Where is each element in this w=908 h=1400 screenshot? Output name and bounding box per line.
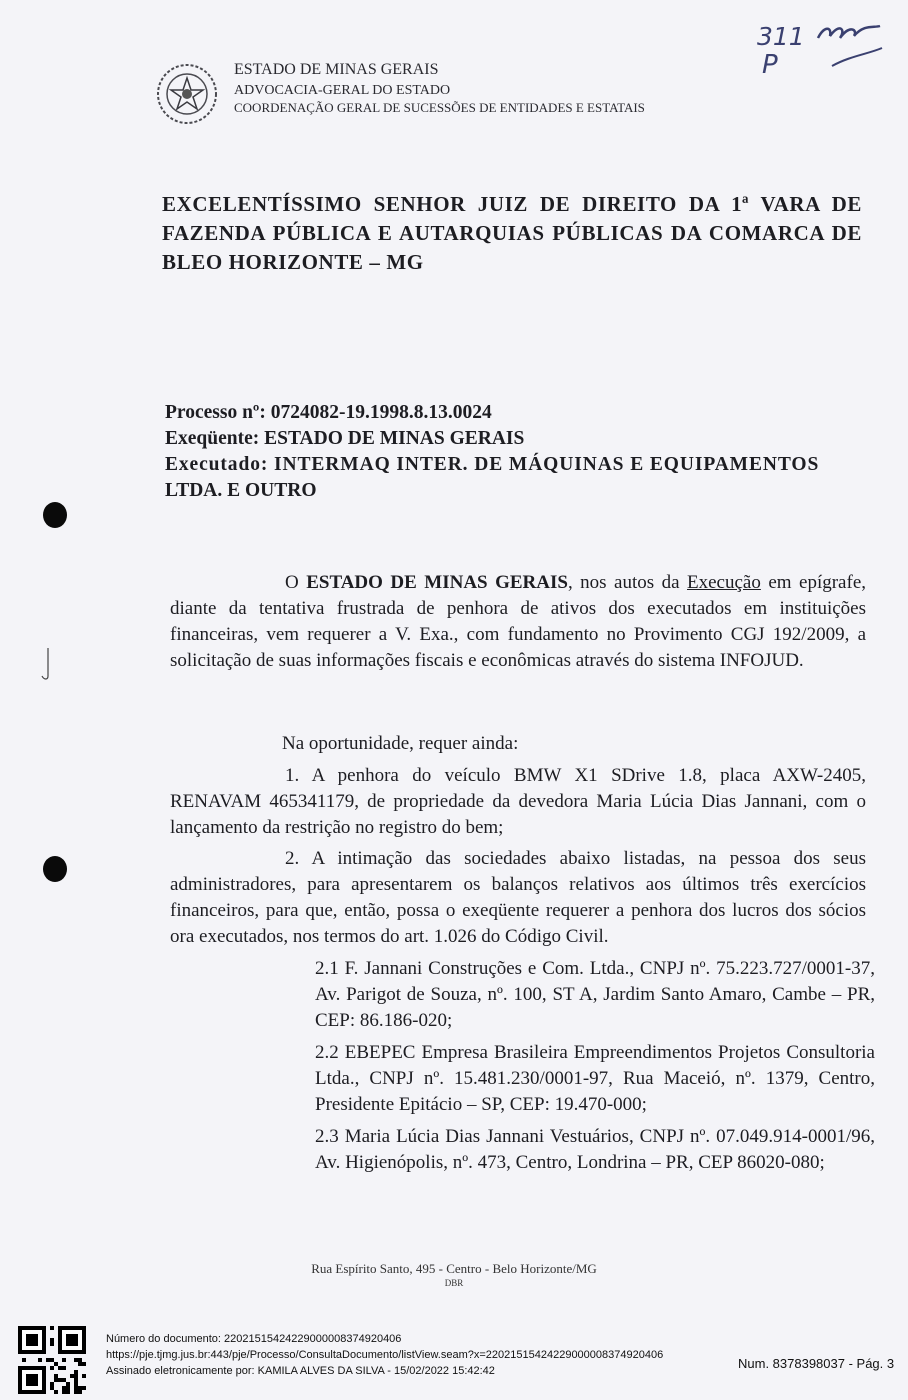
request-item-1: 1. A penhora do veículo BMW X1 SDrive 1.8, placa AXW-2405, RENAVAM 465341179, de propriedade da devedora Maria Lúcia Dias Jannani, com o lançamento da restrição no registro do bem; (170, 765, 866, 838)
footer-address: Rua Espírito Santo, 495 - Centro - Belo Horizonte/MG (311, 1261, 597, 1276)
intro-party: ESTADO DE MINAS GERAIS (306, 572, 568, 593)
doc-number: Número do documento: 22021515424229000008374920406 (106, 1333, 402, 1345)
process-number: Processo nº: 0724082-19.1998.8.13.0024 (165, 402, 492, 423)
exequente: Exeqüente: ESTADO DE MINAS GERAIS (165, 428, 525, 449)
document-addressee: EXCELENTÍSSIMO SENHOR JUIZ DE DIREITO DA 1ª VARA DE FAZENDA PÚBLICA E AUTARQUIAS PÚBLICAS DA COMARCA DE BLEO HORIZONTE – MG (162, 192, 862, 274)
intro-mid: , nos autos da (567, 572, 688, 593)
paragraph-intro (170, 570, 866, 674)
footer-initials: DBR (444, 1278, 464, 1288)
company-2-3: 2.3 Maria Lúcia Dias Jannani Vestuários, CNPJ nº. 07.049.914-0001/96, Av. Higienópolis, nº. 473, Centro, Londrina – PR, CEP 86020-080; (315, 1126, 875, 1173)
company-2-1: 2.1 F. Jannani Construções e Com. Ltda., CNPJ nº. 75.223.727/0001-37, Av. Parigot de Souza, nº. 100, ST A, Jardim Santo Amaro, Cambe – PR, CEP: 86.186-020; (315, 958, 875, 1031)
header-agency: ADVOCACIA-GERAL DO ESTADO (234, 83, 451, 98)
handwritten-page-number: 311 (757, 22, 805, 51)
handwritten-scribble-icon (810, 10, 890, 85)
punch-hole-bottom (43, 856, 67, 882)
signature-line: Assinado eletronicamente por: KAMILA ALVES DA SILVA - 15/02/2022 15:42:42 (106, 1365, 495, 1377)
state-seal-icon (155, 62, 219, 126)
intro-rest: em epígrafe, diante da tentativa frustrada de penhora de ativos dos executados em instituições financeiras, vem requerer a V. Exa., com fundamento no Provimento CGJ 192/2009, a solicitação de suas informações fiscais e econômicas através do sistema INFOJUD. (170, 572, 866, 671)
company-2-2: 2.2 EBEPEC Empresa Brasileira Empreendimentos Projetos Consultoria Ltda., CNPJ nº. 15.481.230/0001-97, Rua Maceió, nº. 1379, Centro, Presidente Epitácio – SP, CEP: 19.470-000; (315, 1042, 875, 1115)
header-coordination: COORDENAÇÃO GERAL DE SUCESSÕES DE ENTIDADES E ESTATAIS (234, 100, 645, 115)
page-reference: Num. 8378398037 - Pág. 3 (738, 1356, 895, 1371)
doc-url[interactable]: https://pje.tjmg.jus.br:443/pje/Processo/ConsultaDocumento/listView.seam?x=22021515424229000008374920406 (106, 1349, 664, 1361)
header-state: ESTADO DE MINAS GERAIS (234, 61, 439, 78)
executado-line1: Executado: INTERMAQ INTER. DE MÁQUINAS E EQUIPAMENTOS (165, 454, 820, 475)
intro-execucao: Execução (687, 572, 761, 593)
document-metadata (106, 1331, 726, 1379)
punch-hole-top (43, 502, 67, 528)
paragraph-request: Na oportunidade, requer ainda: (282, 733, 519, 754)
request-item-2: 2. A intimação das sociedades abaixo listadas, na pessoa dos seus administradores, para apresentarem os balanços relativos aos últimos três exercícios financeiros, para que, então, possa o exeqüente requerer a penhora dos lucros dos sócios ora executados, nos termos do art. 1.026 do Código Civil. (170, 848, 866, 947)
margin-mark-icon (40, 646, 54, 687)
qr-code-icon[interactable] (18, 1326, 86, 1394)
executado-line2: LTDA. E OUTRO (165, 480, 317, 501)
intro-lead: O (285, 572, 307, 593)
handwritten-initial: P (762, 50, 778, 80)
